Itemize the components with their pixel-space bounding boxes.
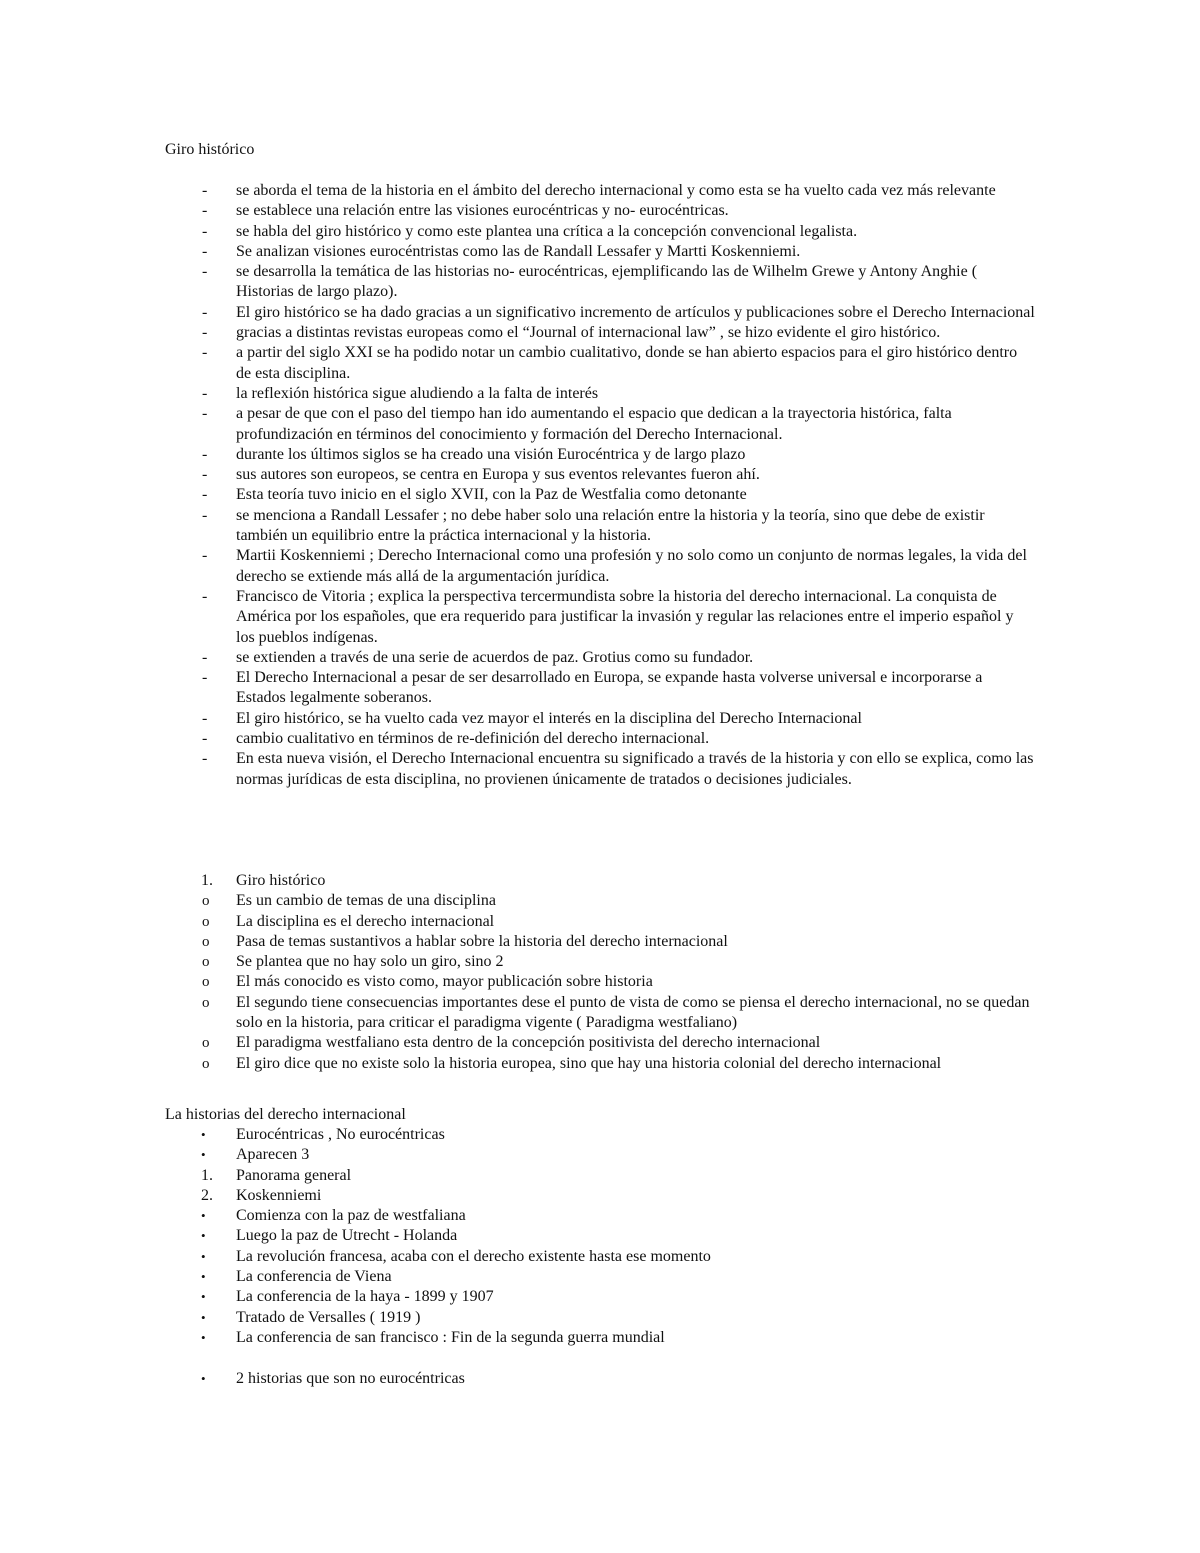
- list-item: [0, 972, 1200, 992]
- bullet-icon: •: [201, 1269, 206, 1285]
- dash-marker: -: [202, 384, 208, 402]
- list-item-text: durante los últimos siglos se ha creado una visión Eurocéntrica y de largo plazo: [236, 445, 746, 463]
- list-item: [0, 323, 1200, 343]
- list-item: [0, 891, 1200, 911]
- number-marker: 2.: [201, 1186, 213, 1204]
- dash-marker: -: [202, 547, 208, 565]
- list-item: [0, 993, 1200, 1034]
- list-item: [0, 1308, 1200, 1328]
- list-item: [0, 1166, 1200, 1186]
- list-item: [0, 262, 1200, 303]
- list-item-text: Es un cambio de temas de una disciplina: [236, 892, 496, 910]
- list-item-text: La disciplina es el derecho internacional: [236, 912, 495, 930]
- list-item-text: El más conocido es visto como, mayor publicación sobre historia: [236, 973, 653, 991]
- list-item: [0, 201, 1200, 221]
- list-item: [0, 709, 1200, 729]
- list-item: [0, 668, 1200, 709]
- dash-marker: -: [202, 709, 208, 727]
- circle-bullet-icon: o: [202, 994, 210, 1011]
- bullet-icon: •: [201, 1248, 206, 1264]
- dash-marker: -: [202, 506, 208, 524]
- list-item: [0, 1247, 1200, 1267]
- list-item: [0, 1226, 1200, 1246]
- list-item: [0, 1186, 1200, 1206]
- list-item: [0, 343, 1200, 384]
- list-item: [0, 485, 1200, 505]
- circle-bullet-icon: o: [202, 913, 210, 930]
- dash-marker: -: [202, 263, 208, 281]
- list-item-text: se aborda el tema de la historia en el ámbito del derecho internacional y como esta se ha vuelto cada vez más relevante: [236, 182, 996, 199]
- dash-marker: -: [202, 182, 208, 199]
- circle-bullet-icon: o: [202, 893, 210, 910]
- dash-marker: -: [202, 222, 208, 240]
- circle-bullet-icon: o: [202, 1035, 210, 1052]
- dash-list: [0, 181, 1200, 790]
- dash-marker: -: [202, 405, 208, 423]
- circle-bullet-icon: o: [202, 933, 210, 950]
- list-item: [0, 303, 1200, 323]
- list-item: [0, 871, 1200, 891]
- list-item-text: la reflexión histórica sigue aludiendo a la falta de interés: [236, 384, 599, 402]
- section-title: Giro histórico: [165, 141, 255, 158]
- list-item-text: se habla del giro histórico y como este plantea una crítica a la concepción convencional legalista.: [236, 222, 858, 240]
- list-item: [0, 1287, 1200, 1307]
- list-item-text: La revolución francesa, acaba con el derecho existente hasta ese momento: [236, 1247, 711, 1265]
- dash-marker: -: [202, 730, 208, 748]
- list-item-text: Panorama general: [236, 1166, 352, 1184]
- list-item: [0, 445, 1200, 465]
- number-marker: 1.: [201, 1166, 213, 1184]
- dash-marker: -: [202, 344, 208, 362]
- list-item-text: a partir del siglo XXI se ha podido notar un cambio cualitativo, donde se han abierto espacios para el giro histórico dentro de esta disciplina.: [236, 344, 1018, 382]
- list-item: [0, 1206, 1200, 1226]
- dash-marker: -: [202, 324, 208, 342]
- list-item-text: Se analizan visiones eurocéntristas como las de Randall Lessafer y Martti Koskenniemi.: [236, 242, 801, 260]
- bullet-list-final: [0, 1369, 1200, 1389]
- dash-marker: -: [202, 750, 208, 768]
- list-item: [0, 546, 1200, 587]
- dash-marker: -: [202, 303, 208, 321]
- list-item: [0, 1369, 1200, 1389]
- list-item: [0, 1125, 1200, 1145]
- bullet-icon: •: [201, 1147, 206, 1163]
- list-item: [0, 1054, 1200, 1074]
- list-item: [0, 932, 1200, 952]
- list-item: [0, 384, 1200, 404]
- list-item: [0, 648, 1200, 668]
- list-item-text: gracias a distintas revistas europeas como el “Journal of internacional law” , se hizo evidente el giro histórico.: [236, 324, 941, 342]
- bullet-icon: •: [201, 1228, 206, 1244]
- list-item: [0, 587, 1200, 648]
- dash-marker: -: [202, 466, 208, 484]
- list-item-text: se menciona a Randall Lessafer ; no debe haber solo una relación entre la historia y la teoría, sino que debe de existir también un equilibrio entre la práctica internacional y la historia.: [236, 506, 985, 545]
- list-item-text: Eurocéntricas , No eurocéntricas: [236, 1126, 445, 1143]
- list-item-text: El segundo tiene consecuencias importantes dese el punto de vista de como se piensa el derecho internacional, no se quedan solo en la historia, para criticar el paradigma vigente ( Paradigma westfaliano): [236, 993, 1030, 1032]
- number-marker: 1.: [201, 872, 213, 889]
- list-item: [0, 181, 1200, 201]
- dash-marker: -: [202, 445, 208, 463]
- list-item-text: 2 historias que son no eurocéntricas: [236, 1370, 465, 1387]
- list-item: [0, 749, 1200, 790]
- list-item: [0, 506, 1200, 547]
- list-item-text: El giro histórico, se ha vuelto cada vez mayor el interés en la disciplina del Derecho Internacional: [236, 709, 862, 727]
- list-item-text: Comienza con la paz de westfaliana: [236, 1207, 466, 1225]
- list-item: [0, 1267, 1200, 1287]
- list-item: [0, 404, 1200, 445]
- list-item-text: a pesar de que con el paso del tiempo han ido aumentando el espacio que dedican a la trayectoria histórica, falta profundización en términos del conocimiento y formación del Derecho Internacional.: [236, 405, 952, 443]
- dash-marker: -: [202, 669, 208, 687]
- outline-list: [0, 871, 1200, 1074]
- list-item-text: Giro histórico: [236, 872, 326, 889]
- bullet-icon: •: [201, 1309, 206, 1325]
- list-item-text: Tratado de Versalles ( 1919 ): [236, 1308, 421, 1326]
- list-item-text: se desarrolla la temática de las historias no- eurocéntricas, ejemplificando las de Wilhelm Grewe y Antony Anghie ( Historias de largo plazo).: [236, 263, 978, 301]
- list-item-text: Pasa de temas sustantivos a hablar sobre la historia del derecho internacional: [236, 932, 728, 950]
- list-item-text: Aparecen 3: [236, 1146, 310, 1164]
- bullet-icon: •: [201, 1371, 206, 1386]
- circle-bullet-icon: o: [202, 954, 210, 971]
- bullet-list: [0, 1125, 1200, 1348]
- bullet-icon: •: [201, 1329, 206, 1345]
- bullet-icon: •: [201, 1127, 206, 1142]
- dash-marker: -: [202, 648, 208, 666]
- dash-marker: -: [202, 242, 208, 260]
- list-item-text: La conferencia de Viena: [236, 1268, 392, 1286]
- section-heading: La historias del derecho internacional: [165, 1106, 406, 1123]
- list-item-text: Koskenniemi: [236, 1186, 322, 1204]
- list-item-text: Francisco de Vitoria ; explica la perspectiva tercermundista sobre la historia del derecho internacional. La conquista de América por los españoles, que era requerido para justificar la invasión y regular las relaciones entre el imperio español y los pueblos indígenas.: [236, 587, 1014, 646]
- list-item: [0, 729, 1200, 749]
- list-item-text: Esta teoría tuvo inicio en el siglo XVII, con la Paz de Westfalia como detonante: [236, 486, 747, 504]
- list-item-text: se extienden a través de una serie de acuerdos de paz. Grotius como su fundador.: [236, 648, 754, 666]
- list-item-text: El Derecho Internacional a pesar de ser desarrollado en Europa, se expande hasta volverse universal e incorporarse a Estados legalmente soberanos.: [236, 669, 983, 707]
- circle-bullet-icon: o: [202, 974, 210, 991]
- dash-marker: -: [202, 587, 208, 605]
- dash-marker: -: [202, 486, 208, 504]
- list-item: [0, 1145, 1200, 1165]
- list-item: [0, 952, 1200, 972]
- list-item-text: La conferencia de la haya - 1899 y 1907: [236, 1288, 494, 1306]
- bullet-icon: •: [201, 1289, 206, 1305]
- list-item-text: se establece una relación entre las visiones eurocéntricas y no- eurocéntricas.: [236, 202, 729, 220]
- list-item-text: Se plantea que no hay solo un giro, sino 2: [236, 953, 504, 971]
- list-item-text: Martii Koskenniemi ; Derecho Internacional como una profesión y no solo como un conjunto de normas legales, la vida del derecho se extiende más allá de la argumentación jurídica.: [236, 547, 1027, 585]
- list-item-text: El giro histórico se ha dado gracias a un significativo incremento de artículos y publicaciones sobre el Derecho Internacional: [236, 303, 1035, 321]
- dash-marker: -: [202, 202, 208, 220]
- bullet-icon: •: [201, 1208, 206, 1224]
- list-item: [0, 912, 1200, 932]
- list-item: [0, 1033, 1200, 1053]
- list-item-text: La conferencia de san francisco : Fin de la segunda guerra mundial: [236, 1328, 665, 1346]
- list-item-text: cambio cualitativo en términos de re-definición del derecho internacional.: [236, 730, 710, 748]
- list-item: [0, 222, 1200, 242]
- list-item-text: En esta nueva visión, el Derecho Internacional encuentra su significado a través de la historia y con ello se explica, como las normas jurídicas de esta disciplina, no provienen únicamente de tratados o decisiones judiciales.: [236, 750, 1034, 788]
- list-item: [0, 1328, 1200, 1348]
- list-item-text: Luego la paz de Utrecht - Holanda: [236, 1227, 458, 1245]
- list-item-text: El giro dice que no existe solo la historia europea, sino que hay una historia colonial del derecho internacional: [236, 1054, 942, 1072]
- list-item: [0, 465, 1200, 485]
- list-item-text: El paradigma westfaliano esta dentro de la concepción positivista del derecho internacional: [236, 1034, 821, 1052]
- list-item: [0, 242, 1200, 262]
- circle-bullet-icon: o: [202, 1055, 210, 1072]
- list-item-text: sus autores son europeos, se centra en Europa y sus eventos relevantes fueron ahí.: [236, 466, 760, 484]
